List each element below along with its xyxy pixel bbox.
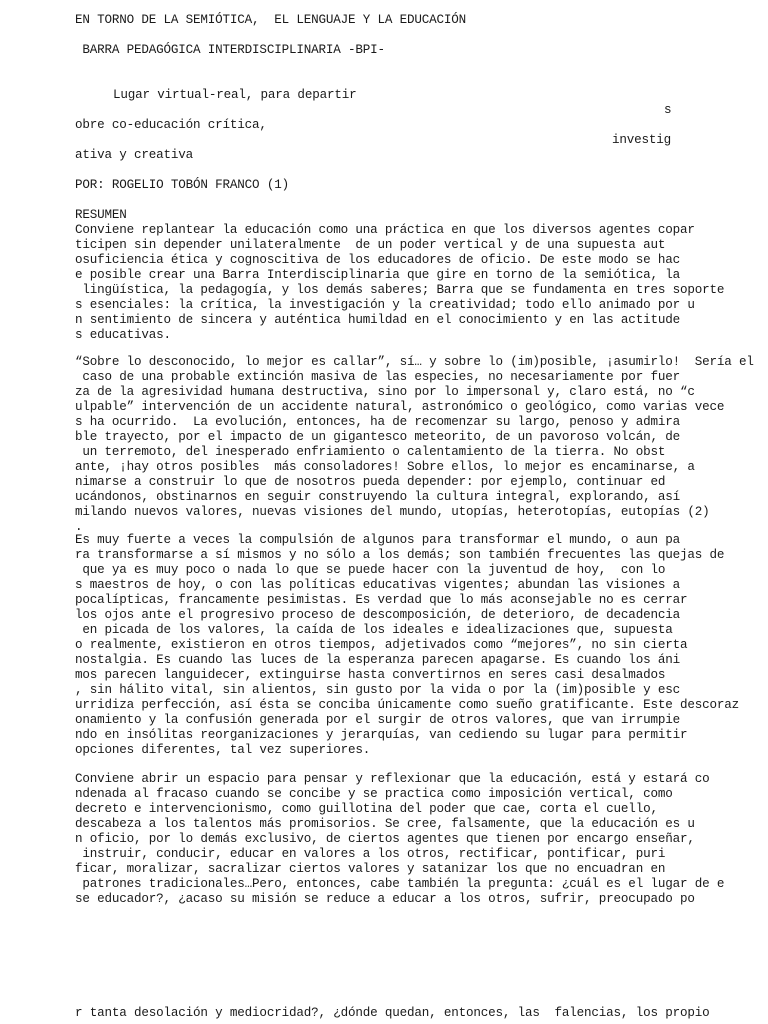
paragraph-line: opciones diferentes, tal vez superiores. [75,743,371,757]
paragraph-line: milando nuevos valores, nuevas visiones del mundo, utopías, heterotopías, eutopías (2) [75,505,710,519]
paragraph-line: s ha ocurrido. La evolución, entonces, ha de recomenzar su largo, penoso y admira [75,415,680,429]
abstract-section [75,208,765,343]
paragraph-line: s maestros de hoy, o con las políticas educativas vigentes; abundan las visiones a [75,578,680,592]
paragraph-line: ndenada al fracaso cuando se concibe y se practica como imposición vertical, como [75,787,673,801]
paragraph-line: nimarse a construir lo que de nosotros pueda depender: por ejemplo, continuar ed [75,475,666,489]
paragraph-line: , sin hálito vital, sin alientos, sin gusto por la vida o por la (im)posible y esc [75,683,680,697]
paragraph-line: Es muy fuerte a veces la compulsión de algunos para transformar el mundo, o aun pa [75,533,680,547]
abstract-line: e posible crear una Barra Interdisciplinaria que gire en torno de la semiótica, la [75,268,680,282]
intro-line: Lugar virtual-real, para departir [113,88,357,102]
paragraph-line: un terremoto, del inesperado enfriamiento o calentamiento de la tierra. No obst [75,445,666,459]
paragraph-line: mos parecen languidecer, extinguirse hasta convertirnos en seres casi desalmados [75,668,666,682]
abstract-line: Conviene replantear la educación como una práctica en que los diversos agentes copar [75,223,695,237]
paragraph-line: ble trayecto, por el impacto de un gigantesco meteorito, de un pavoroso volcán, de [75,430,680,444]
paragraph-line: descabeza a los talentos más promisorios. Se cree, falsamente, que la educación es u [75,817,695,831]
intro-fragment: s [664,103,672,117]
abstract-line: s esenciales: la crítica, la investigación y la creatividad; todo ello animado por u [75,298,695,312]
footer-line: r tanta desolación y mediocridad?, ¿dónde quedan, entonces, las falencias, los propio [75,1006,710,1020]
author-line: POR: ROGELIO TOBÓN FRANCO (1) [75,178,289,192]
paragraph-line: ulpable” intervención de un accidente natural, astronómico o geológico, como varias vece [75,400,725,414]
paragraph-line: onamiento y la confusión generada por el surgir de otros valores, que van irrumpie [75,713,680,727]
paragraph-line: caso de una probable extinción masiva de las especies, no necesariamente por fuer [75,370,680,384]
paragraph-line: pocalípticas, francamente pesimistas. Es verdad que lo más aconsejable no es cerrar [75,593,688,607]
abstract-line: n sentimiento de sincera y auténtica humildad en el conocimiento y en las actitude [75,313,680,327]
paragraph-2 [75,533,765,758]
paragraph-3 [75,772,765,907]
paragraph-1 [75,355,765,535]
paragraph-line: n oficio, por lo demás exclusivo, de ciertos agentes que tienen por encargo enseñar, [75,832,695,846]
paragraph-line: patrones tradicionales…Pero, entonces, cabe también la pregunta: ¿cuál es el lugar de e [75,877,725,891]
paragraph-line: nostalgia. Es cuando las luces de la esperanza parecen apagarse. Es cuando los áni [75,653,680,667]
abstract-line: osuficiencia ética y cognoscitiva de los educadores de oficio. De este modo se hac [75,253,680,267]
document-title: EN TORNO DE LA SEMIÓTICA, EL LENGUAJE Y LA EDUCACIÓN [75,13,467,27]
paragraph-line: que ya es muy poco o nada lo que se puede hacer con la juventud de hoy, con lo [75,563,666,577]
document-subtitle: BARRA PEDAGÓGICA INTERDISCIPLINARIA -BPI- [75,43,385,57]
abstract-line: s educativas. [75,328,171,342]
paragraph-line: decreto e intervencionismo, como guillotina del poder que cae, corta el cuello, [75,802,658,816]
intro-fragment: investig [612,133,672,147]
intro-line: obre co-educación crítica, [75,118,267,132]
paragraph-line: urridiza perfección, así ésta se conciba únicamente como sueño gratificante. Este descoraz [75,698,739,712]
paragraph-line: se educador?, ¿acaso su misión se reduce a educar a los otros, sufrir, preocupado po [75,892,695,906]
abstract-line: lingüística, la pedagogía, y los demás saberes; Barra que se fundamenta en tres soporte [75,283,725,297]
paragraph-line: ucándonos, obstinarnos en seguir construyendo la cultura integral, explorando, así [75,490,680,504]
paragraph-line: o realmente, existieron en otros tiempos, adjetivados como “mejores”, no sin cierta [75,638,688,652]
paragraph-line: los ojos ante el progresivo proceso de descomposición, de deterioro, de decadencia [75,608,680,622]
paragraph-line: za de la agresividad humana destructiva, sino por lo impersonal y, claro está, no “c [75,385,695,399]
paragraph-line: ndo en insólitas reorganizaciones y jerarquías, van cediendo su lugar para permitir [75,728,688,742]
paragraph-line: en picada de los valores, la caída de los ideales e idealizaciones que, supuesta [75,623,673,637]
paragraph-line: ficar, moralizar, sacralizar ciertos valores y satanizar los que no encuadran en [75,862,666,876]
paragraph-line: “Sobre lo desconocido, lo mejor es callar”, sí… y sobre lo (im)posible, ¡asumirlo! Sería el [75,355,754,369]
paragraph-line: . [75,520,83,534]
paragraph-line: instruir, conducir, educar en valores a los otros, rectificar, pontificar, puri [75,847,666,861]
paragraph-line: ra transformarse a sí mismos y no sólo a los demás; son también frecuentes las quejas de [75,548,725,562]
abstract-line: ticipen sin depender unilateralmente de un poder vertical y de una supuesta aut [75,238,666,252]
abstract-heading: RESUMEN [75,208,127,222]
paragraph-line: Conviene abrir un espacio para pensar y reflexionar que la educación, está y estará co [75,772,710,786]
paragraph-line: ante, ¡hay otros posibles más consoladores! Sobre ellos, lo mejor es encaminarse, a [75,460,695,474]
intro-line: ativa y creativa [75,148,194,162]
